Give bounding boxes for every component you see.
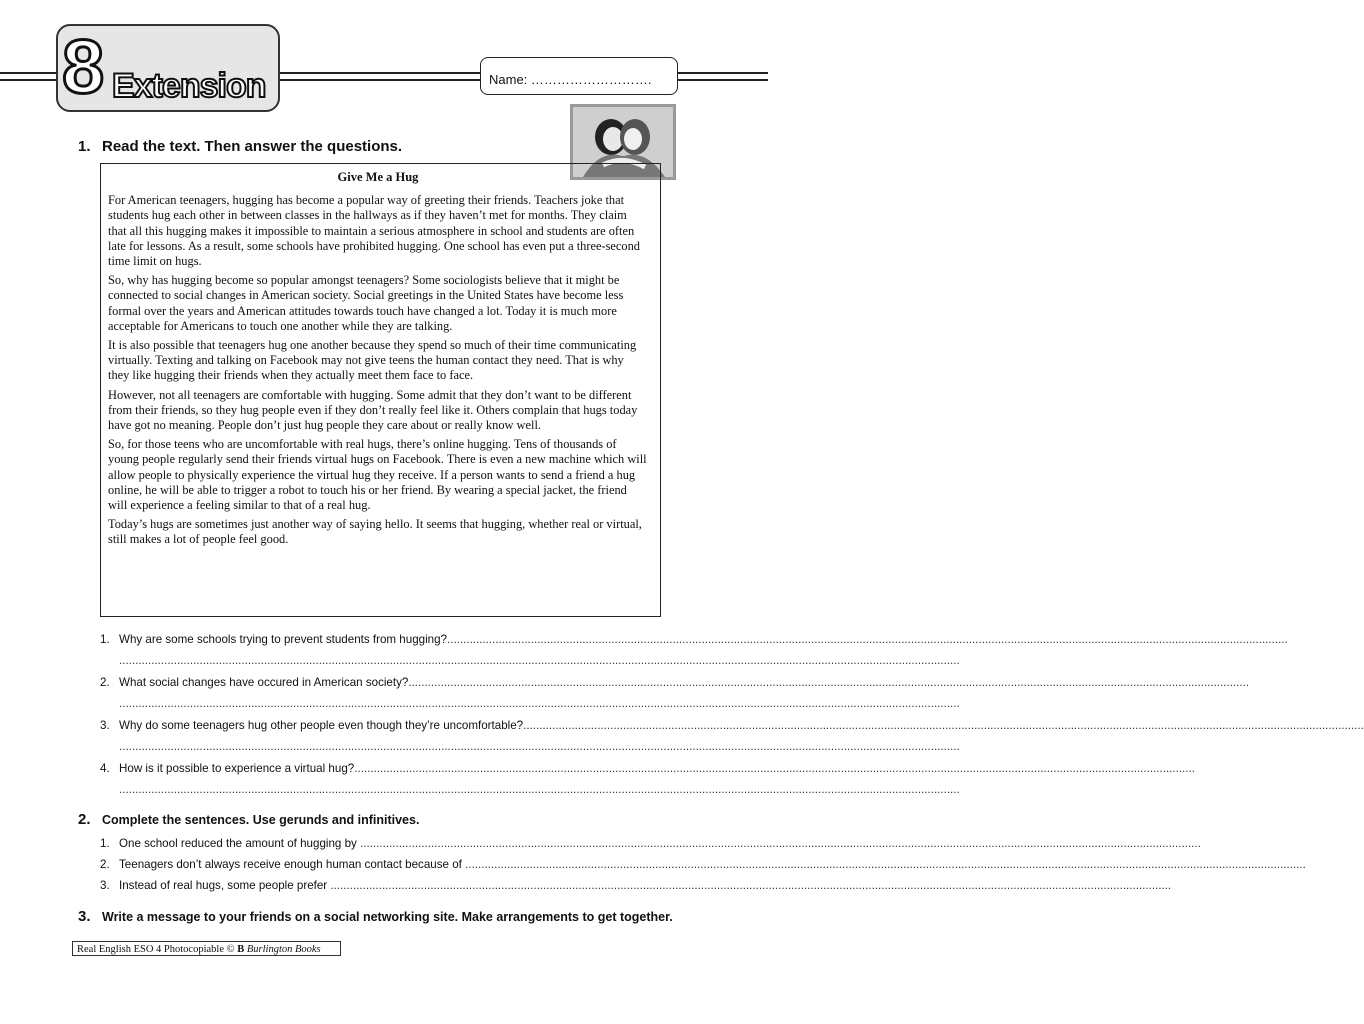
question-3[interactable]: 3. Why do some teenagers hug other people even though they’re uncomfortable?.....................................................................................................................................................................................................................................................................	[100, 719, 1364, 732]
answer-line: .....................................................................................................................................................................................................................................................................	[447, 633, 1288, 646]
question-2[interactable]: 2. What social changes have occured in American society?.....................................................................................................................................................................................................................................................................	[100, 676, 1250, 689]
sentence-3-text: Instead of real hugs, some people prefer	[119, 879, 328, 892]
footer-credit	[72, 941, 341, 956]
sentence-1-text: One school reduced the amount of hugging by	[119, 837, 357, 850]
section-2-heading	[78, 811, 419, 828]
article-paragraph: Today’s hugs are sometimes just another way of saying hello. It seems that hugging, whether real or virtual, still makes a lot of people feel good.	[108, 517, 642, 547]
answer-line: .....................................................................................................................................................................................................................................................................	[523, 719, 1364, 732]
article-title: Give Me a Hug	[337, 170, 419, 184]
answer-line: .....................................................................................................................................................................................................................................................................	[354, 762, 1195, 775]
answer-line: .....................................................................................................................................................................................................................................................................	[465, 858, 1306, 871]
section-3-title: Write a message to your friends on a social networking site. Make arrangements to get together.	[102, 910, 673, 924]
section-2-title: Complete the sentences. Use gerunds and infinitives.	[102, 813, 420, 827]
question-4[interactable]: 4. How is it possible to experience a virtual hug?.....................................................................................................................................................................................................................................................................	[100, 762, 1195, 775]
question-2-text: What social changes have occured in American society?	[119, 676, 409, 689]
question-1[interactable]: 1. Why are some schools trying to prevent students from hugging?.....................................................................................................................................................................................................................................................................	[100, 633, 1288, 646]
sentence-3[interactable]: 3. Instead of real hugs, some people prefer .....................................................................................................................................................................................................................................................................	[100, 879, 1172, 892]
article-paragraph: For American teenagers, hugging has become a popular way of greeting their friends. Teachers joke that students hug each other in between classes in the hallways as if they haven’t met for months. They claim that all this hugging makes it impossible to maintain a serious atmosphere in school and students are often late for lessons. As a result, some schools have prohibited hugging. One school has even put a three-second time limit on hugs.	[108, 193, 640, 269]
unit-title: Extension	[112, 67, 266, 105]
answer-line-2b[interactable]: .....................................................................................................................................................................................................................................................................	[119, 697, 960, 710]
sentence-2[interactable]: 2. Teenagers don’t always receive enough human contact because of .....................................................................................................................................................................................................................................................................	[100, 858, 1306, 871]
sentence-1[interactable]: 1. One school reduced the amount of hugging by .....................................................................................................................................................................................................................................................................	[100, 837, 1201, 850]
question-list	[100, 632, 1364, 803]
article-box	[100, 163, 661, 617]
article-paragraph: However, not all teenagers are comfortable with hugging. Some admit that they don’t want to be different from their friends, so they hug people even if they don’t really feel like it. Others complain that hugs today have got no meaning. People don’t just hug people they care about or really know well.	[108, 387, 638, 433]
unit-number: 8	[62, 25, 105, 110]
footer-publisher: Burlington Books	[244, 944, 321, 955]
sentence-list	[100, 836, 1306, 899]
sentence-2-text: Teenagers don’t always receive enough human contact because of	[119, 858, 462, 871]
section-1-heading	[78, 138, 402, 155]
answer-line: .....................................................................................................................................................................................................................................................................	[408, 676, 1250, 689]
answer-line-3b[interactable]: .....................................................................................................................................................................................................................................................................	[119, 740, 960, 753]
section-3-number: 3.	[78, 908, 91, 925]
answer-line-1b[interactable]: .....................................................................................................................................................................................................................................................................	[119, 654, 960, 667]
article-paragraph: So, for those teens who are uncomfortable with real hugs, there’s online hugging. Tens of thousands of young people regularly send their friends virtual hugs on Facebook. There is even a new machine which will allow people to physically experience the virtual hug they receive. If a person wants to send a friend a hug online, he will be able to trigger a robot to touch his or her friend. By wearing a special jacket, the friend will experience a feeling similar to that of a real hug.	[108, 437, 647, 513]
section-1-number: 1.	[78, 138, 91, 155]
section-3-heading	[78, 908, 673, 925]
question-1-text: Why are some schools trying to prevent students from hugging?	[119, 633, 448, 646]
question-4-text: How is it possible to experience a virtual hug?	[119, 762, 355, 775]
burlington-logo-icon: B	[237, 944, 245, 955]
name-field[interactable]: Name: ……………………….	[480, 57, 678, 95]
article-paragraph: It is also possible that teenagers hug one another because they spend so much of their time communicating virtually. Texting and talking on Facebook may not give teens the human contact they need. That is why they like hugging their friends when they actually meet them face to face.	[108, 338, 637, 383]
answer-line-4b[interactable]: .....................................................................................................................................................................................................................................................................	[119, 783, 960, 796]
footer-text: Real English ESO 4 Photocopiable ©	[77, 944, 238, 955]
article-paragraph: So, why has hugging become so popular amongst teenagers? Some sociologists believe that it might be connected to social changes in American society. Social greetings in the United States have become less formal over the years and American attitudes towards touch have changed a lot. Today it is much more acceptable for Americans to touch one another while they are talking.	[108, 273, 624, 333]
question-3-text: Why do some teenagers hug other people even though they’re uncomfortable?	[119, 719, 524, 732]
section-2-number: 2.	[78, 811, 91, 828]
section-1-title: Read the text. Then answer the questions.	[102, 138, 403, 155]
answer-line: .....................................................................................................................................................................................................................................................................	[360, 837, 1201, 850]
answer-line: .....................................................................................................................................................................................................................................................................	[330, 879, 1172, 892]
